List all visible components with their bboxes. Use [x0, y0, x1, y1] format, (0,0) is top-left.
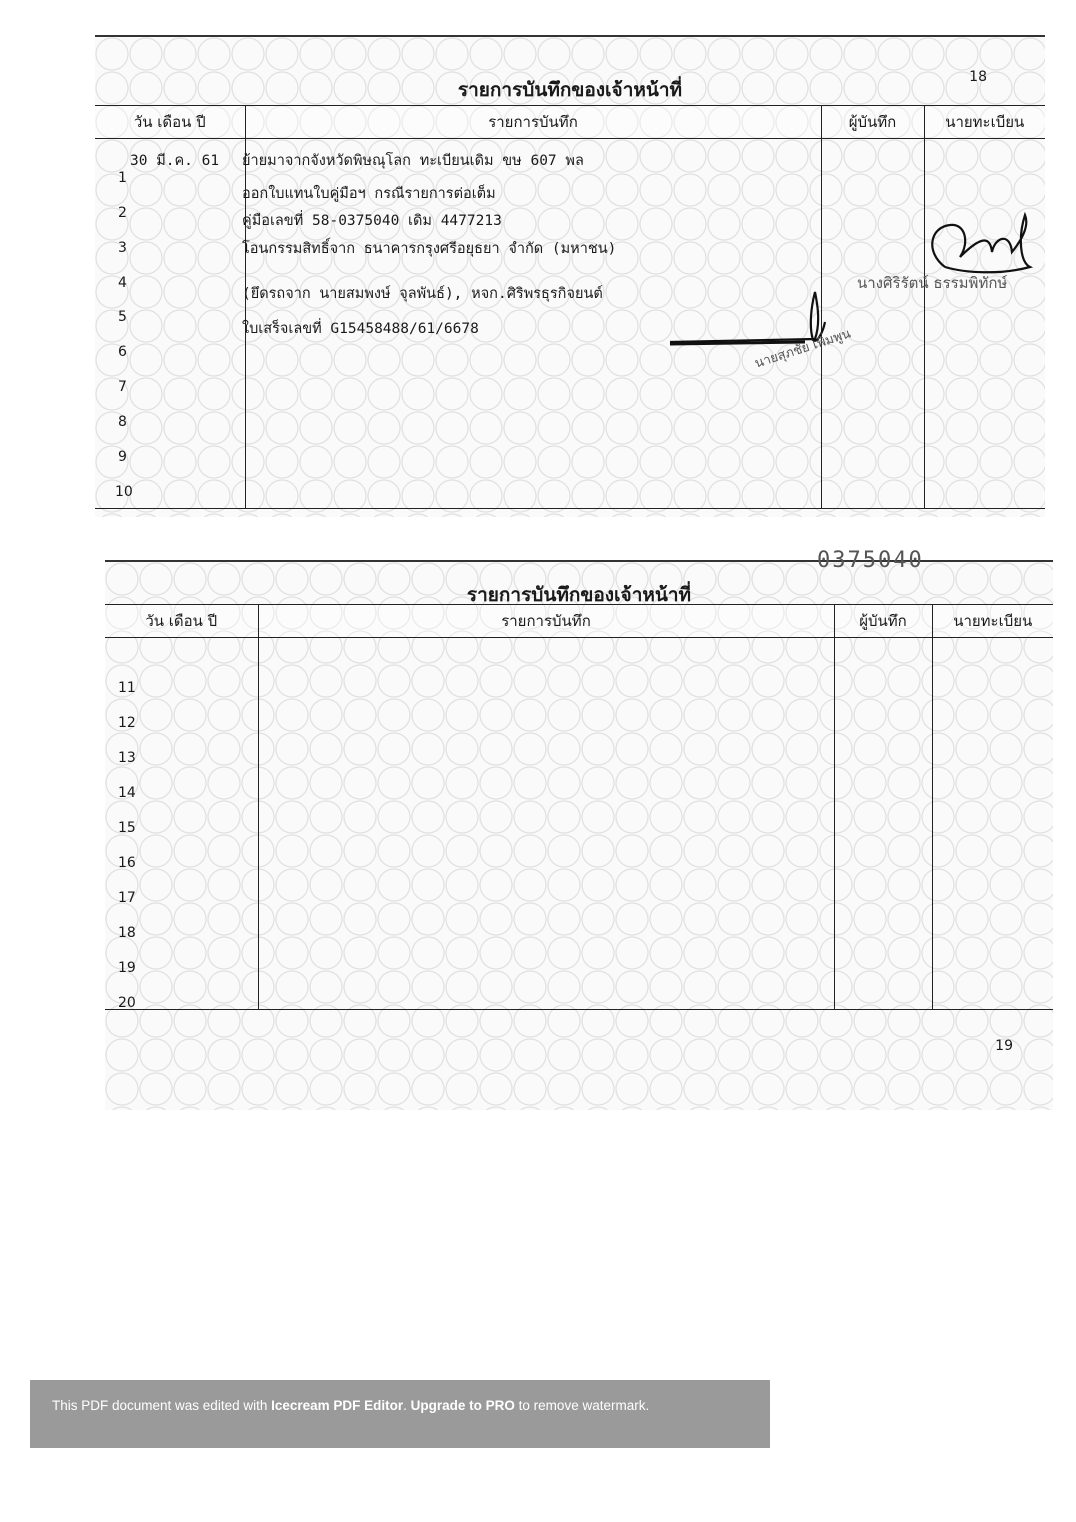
page-19-record-table	[105, 604, 1053, 1010]
row-number: 12	[118, 715, 136, 731]
column-header-registrar: นายทะเบียน	[924, 106, 1045, 139]
entry-line: คู่มือเลขที่ 58-0375040 เดิม 4477213	[242, 213, 502, 229]
column-header-date: วัน เดือน ปี	[105, 605, 258, 638]
watermark-middle: .	[403, 1398, 411, 1413]
page-19-heading: รายการบันทึกของเจ้าหน้าที่	[466, 584, 692, 606]
row-number: 8	[118, 414, 127, 430]
entry-date: 30 มี.ค. 61	[130, 153, 220, 169]
page-18	[95, 35, 1045, 517]
registrar-stamp: นางศิริรัตน์ ธรรมพิทักษ์	[857, 274, 1008, 292]
editor-watermark	[30, 1380, 770, 1448]
column-header-entry: รายการบันทึก	[258, 605, 834, 638]
row-number: 2	[118, 205, 127, 221]
watermark-brand: Icecream PDF Editor	[271, 1398, 404, 1413]
recorder-stamp: นายสุภชัย เพิ่มพูน	[752, 326, 853, 372]
row-number: 20	[118, 995, 136, 1011]
column-header-recorder: ผู้บันทึก	[834, 605, 932, 638]
row-number: 14	[118, 785, 136, 801]
column-header-date: วัน เดือน ปี	[95, 106, 245, 139]
watermark-upgrade-link[interactable]: Upgrade to PRO	[410, 1398, 515, 1413]
row-number: 11	[118, 680, 136, 696]
page-19-number: 19	[995, 1038, 1013, 1054]
column-header-recorder: ผู้บันทึก	[821, 106, 924, 139]
entry-line: (ยึดรถจาก นายสมพงษ์ จุลพันธ์), หจก.ศิริพรธุรกิจยนต์	[242, 286, 603, 302]
row-number: 4	[118, 275, 127, 291]
row-number: 13	[118, 750, 136, 766]
recorder-cell	[834, 638, 932, 1010]
row-number: 17	[118, 890, 136, 906]
page-18-heading: รายการบันทึกของเจ้าหน้าที่	[457, 79, 683, 101]
row-number: 9	[118, 449, 127, 465]
serial-fragment: 0375040	[817, 548, 924, 573]
entry-line: โอนกรรมสิทธิ์จาก ธนาคารกรุงศรีอยุธยา จำกัด (มหาชน)	[242, 241, 617, 257]
column-header-registrar: นายทะเบียน	[932, 605, 1053, 638]
watermark-prefix: This PDF document was edited with	[52, 1398, 272, 1413]
column-header-entry: รายการบันทึก	[245, 106, 821, 139]
row-number: 16	[118, 855, 136, 871]
watermark-suffix: to remove watermark.	[514, 1398, 650, 1413]
row-number: 6	[118, 344, 127, 360]
row-number: 18	[118, 925, 136, 941]
page-19	[105, 548, 1053, 1110]
page-18-number: 18	[969, 69, 987, 85]
row-number: 7	[118, 379, 127, 395]
row-number: 19	[118, 960, 136, 976]
registrar-cell	[932, 638, 1053, 1010]
row-number: 10	[115, 484, 133, 500]
entry-line: ออกใบแทนใบคู่มือฯ กรณีรายการต่อเต็ม	[242, 186, 496, 202]
entry-line: ใบเสร็จเลขที่ G15458488/61/6678	[242, 321, 479, 337]
row-number: 5	[118, 309, 127, 325]
registrar-cell	[924, 139, 1045, 509]
row-number: 3	[118, 240, 127, 256]
entry-cell	[258, 638, 834, 1010]
row-number: 1	[118, 170, 127, 186]
row-number: 15	[118, 820, 136, 836]
entry-line: ย้ายมาจากจังหวัดพิษณุโลก ทะเบียนเดิม ขษ 607 พล	[242, 153, 584, 169]
